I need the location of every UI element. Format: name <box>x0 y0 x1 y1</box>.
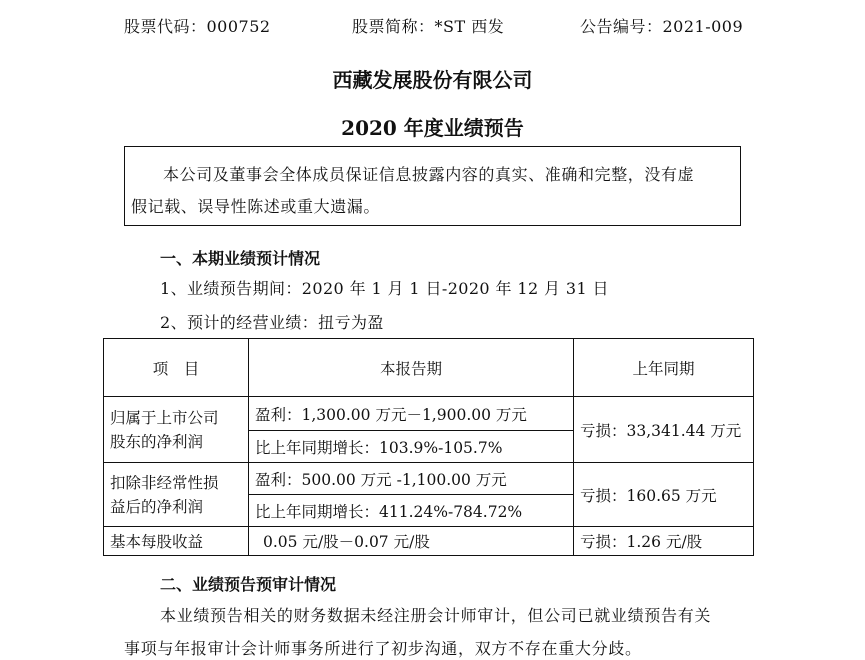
audit-paragraph-line-2: 事项与年报审计会计师事务所进行了初步沟通，双方不存在重大分歧。 <box>124 639 642 658</box>
stock-abbreviation: 股票简称：*ST 西发 <box>352 17 505 36</box>
forecast-period: 1、业绩预告期间：2020 年 1 月 1 日-2020 年 12 月 31 日 <box>160 279 609 298</box>
header-prior-period: 上年同期 <box>574 339 754 397</box>
notice-number: 公告编号：2021-009 <box>580 17 744 36</box>
prior-period-value: 亏损：1.26 元/股 <box>574 527 754 556</box>
table-header-row <box>104 339 754 397</box>
prior-period-value: 亏损：33,341.44 万元 <box>574 397 754 463</box>
row-label-line: 股东的净利润 <box>110 432 204 451</box>
row-label-line: 归属于上市公司 <box>110 408 219 427</box>
header-current-period: 本报告期 <box>249 339 574 397</box>
row-label-line: 扣除非经常性损 <box>110 473 219 492</box>
report-title: 2020 年度业绩预告 <box>341 116 524 140</box>
current-profit-range: 盈利：500.00 万元 -1,100.00 万元 <box>249 463 574 495</box>
row-label <box>104 463 249 527</box>
row-label <box>104 397 249 463</box>
table-row <box>104 527 754 556</box>
table-row <box>104 397 754 431</box>
table-row <box>104 463 754 495</box>
eps-range: 0.05 元/股－0.07 元/股 <box>249 527 574 556</box>
stock-code: 股票代码：000752 <box>124 17 271 36</box>
prior-period-value: 亏损：160.65 万元 <box>574 463 754 527</box>
disclaimer-line-2: 假记载、误导性陈述或重大遗漏。 <box>131 197 381 216</box>
current-profit-range: 盈利：1,300.00 万元－1,900.00 万元 <box>249 397 574 431</box>
company-name: 西藏发展股份有限公司 <box>332 68 533 92</box>
section-2-title: 二、业绩预告预审计情况 <box>160 575 337 594</box>
forecast-table <box>103 338 754 556</box>
audit-paragraph-line-1: 本业绩预告相关的财务数据未经注册会计师审计，但公司已就业绩预告有关 <box>160 606 712 625</box>
disclaimer-line-1: 本公司及董事会全体成员保证信息披露内容的真实、准确和完整，没有虚 <box>163 165 695 184</box>
growth-range: 比上年同期增长：103.9%-105.7% <box>249 431 574 463</box>
growth-range: 比上年同期增长：411.24%-784.72% <box>249 495 574 527</box>
row-label: 基本每股收益 <box>104 527 249 556</box>
disclaimer-box <box>124 146 741 226</box>
section-1-title: 一、本期业绩预计情况 <box>160 249 321 268</box>
expected-performance: 2、预计的经营业绩：扭亏为盈 <box>160 313 384 332</box>
header-item: 项 目 <box>104 339 249 397</box>
row-label-line: 益后的净利润 <box>110 497 204 516</box>
